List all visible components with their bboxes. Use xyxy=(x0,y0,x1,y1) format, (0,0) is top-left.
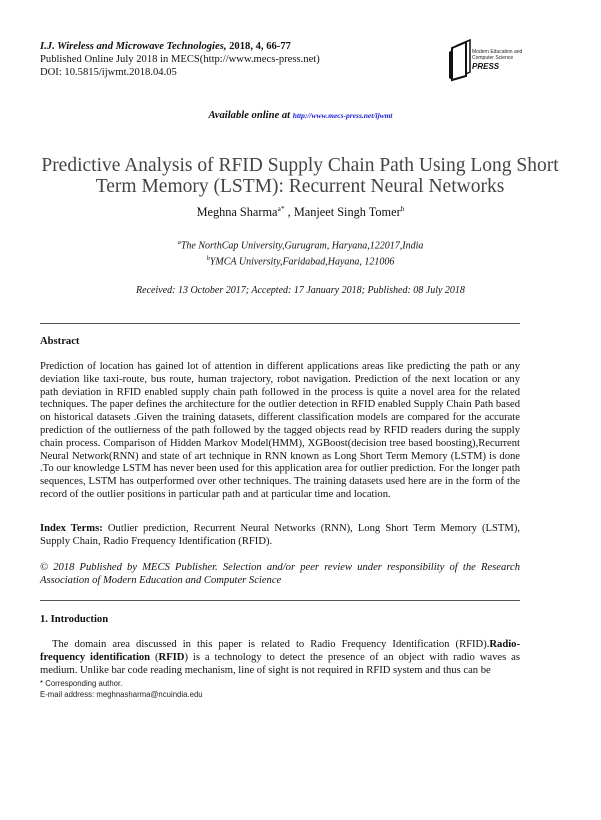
copyright: © 2018 Published by MECS Publisher. Selection and/or peer review under responsibility of the Research Association of Modern Education and Computer Science xyxy=(40,562,520,586)
logo-text: Modern Education and Computer Science xyxy=(472,49,523,61)
journal-issue: 2018, 4, 66-77 xyxy=(226,41,291,52)
index-terms-text: Outlier prediction, Recurrent Neural Networks (RNN), Long Short Term Memory (LSTM), Supply Chain, Radio Frequency Identification (RFID). xyxy=(40,523,520,547)
intro-text: The domain area discussed in this paper is related to Radio Frequency Identification (RFID). xyxy=(52,639,490,650)
corresponding-author: * Corresponding author. xyxy=(40,679,123,688)
author-name: Manjeet Singh Tomer xyxy=(293,205,401,220)
logo-press: PRESS xyxy=(472,62,500,71)
published-online: Published Online July 2018 in MECS(http://www.mecs-press.net) xyxy=(40,54,320,65)
index-terms xyxy=(40,523,520,549)
affiliation-sup: a xyxy=(177,239,181,246)
author-sup: b xyxy=(400,204,405,213)
doi: DOI: 10.5815/ijwmt.2018.04.05 xyxy=(40,67,177,78)
author-name: Meghna Sharma xyxy=(196,205,278,220)
journal-name: I.J. Wireless and Microwave Technologies, xyxy=(40,41,227,52)
available-online xyxy=(0,110,601,121)
authors: Meghna Sharma$^{a*}$ , Manjeet Singh Tomer$^b$ xyxy=(196,204,405,220)
footnote xyxy=(40,678,203,700)
divider xyxy=(40,600,520,601)
book-icon xyxy=(448,38,472,82)
paper-title: Predictive Analysis of RFID Supply Chain Path Using Long Short Term Memory (LSTM): Recurrent Neural Networks xyxy=(41,155,559,197)
index-terms-label: Index Terms: xyxy=(40,523,103,534)
abstract-heading: Abstract xyxy=(40,336,80,347)
intro-bold: Radio-frequency identification xyxy=(40,639,520,663)
author-sup: a* xyxy=(277,204,285,213)
abstract-text: Prediction of location has gained lot of attention in different applications areas like predicting the path or any deviation like taxi-route, bus route, human trajectory, robot navigation. Prediction of the next location or any path deviation in RFID enabled supply chain path followed in the process is quite a novel area for the related techniques. The paper defines the architecture for the outlier detection in RFID enabled Supply Chain Path based on historical datasets .Given the training datasets, different classification models are compared for the accurate prediction of the outlierness of the path followed by the tagged objects read by RFID readers during the supply chain process. Comparison of Hidden Markov Model(HMM), XGBoost(decision tree based boosting),Recurrent Neural Network(RNN) and state of art technique in RNN known as Long Short Term Memory (LSTM) is done .To our knowledge LSTM has never been used for this application area for outlier prediction. For the longer path sequences, LSTM has outperformed over other techniques. The training datasets used here are in the form of the record of the outlier positions in particular path and at particular time and location. xyxy=(40,361,520,500)
divider xyxy=(40,323,520,324)
intro-text: ( xyxy=(150,651,159,663)
affiliation: YMCA University,Faridabad,Hayana, 121006 xyxy=(209,256,395,268)
intro-bold: RFID xyxy=(158,651,185,663)
journal-header xyxy=(40,40,320,79)
affiliation-sup: b xyxy=(206,254,210,262)
affiliations xyxy=(0,237,601,269)
affiliation: The NorthCap University,Gurugram, Haryana,122017,India xyxy=(180,240,424,252)
introduction-heading: 1. Introduction xyxy=(40,614,109,625)
available-label: Available online at xyxy=(208,110,293,121)
journal-link[interactable]: http://www.mecs-press.net/ijwmt xyxy=(292,111,393,120)
dates: Received: 13 October 2017; Accepted: 17 January 2018; Published: 08 July 2018 xyxy=(136,285,465,296)
introduction-text xyxy=(40,639,520,677)
intro-text: ) is a technology to detect the presence of an object with radio waves as medium. Unlike bar code reading mechanism, line of sight is not required in RFID system and thus can be xyxy=(40,651,520,676)
publisher-logo xyxy=(448,38,538,82)
email-address: E-mail address: meghnasharma@ncuindia.edu xyxy=(40,690,203,699)
